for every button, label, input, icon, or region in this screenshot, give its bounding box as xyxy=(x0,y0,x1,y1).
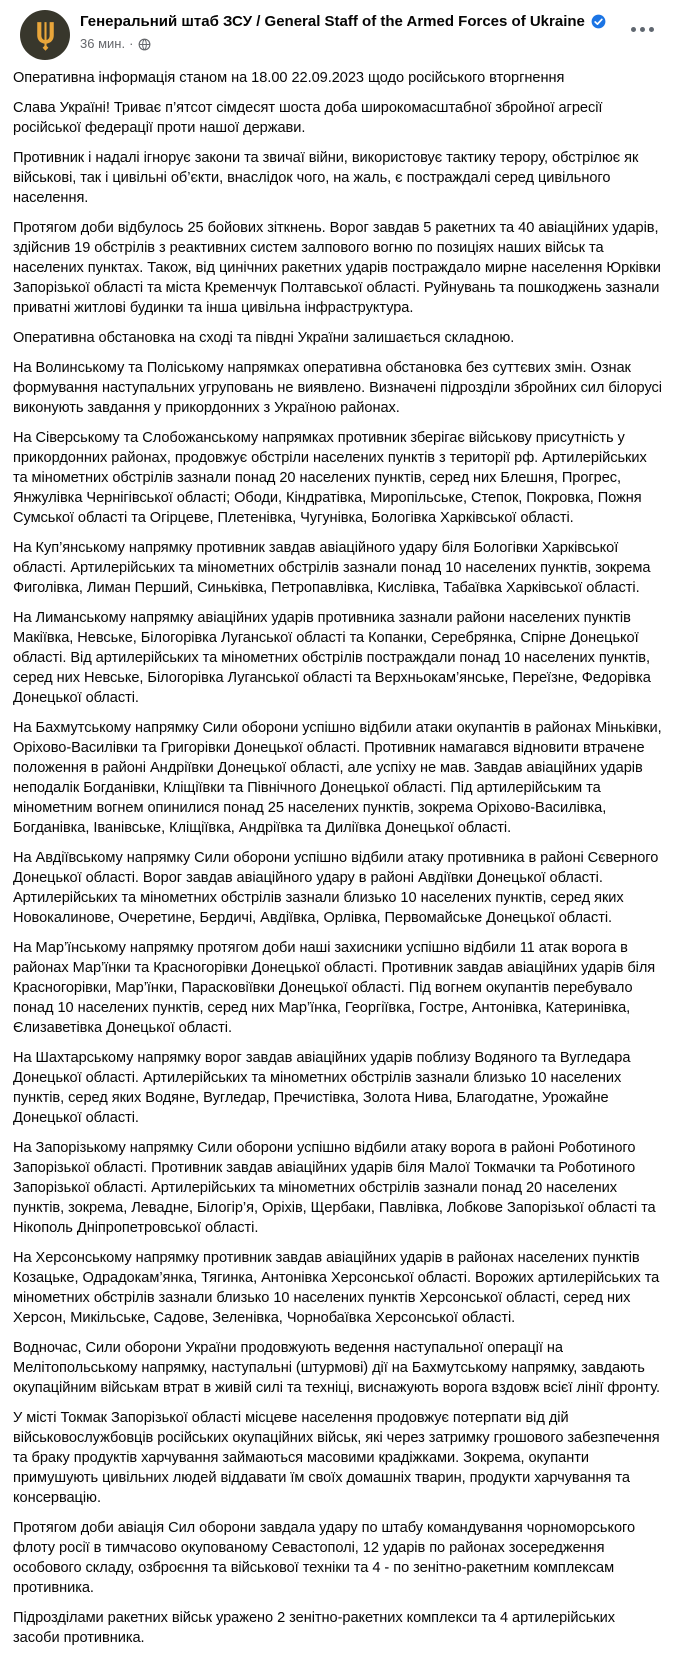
post-paragraph: На Сіверському та Слобожанському напрямках противник зберігає військову присутність у прикордонних районах, продовжує обстріли населених пунктів з території рф. Артилерійських та мінометних обстрілів зазнали понад 20 населених пунктів, серед них Блешня, Прогрес, Янжулівка Чернігівської області; Ободи, Кіндратівка, Миропільське, Степок, Покровка, Пожня Сумської області та Огірцеве, Плетенівка, Чугунівка, Бологівка Харківської області. xyxy=(13,430,647,526)
avatar[interactable] xyxy=(20,10,70,60)
ellipsis-dot xyxy=(649,27,654,32)
post-paragraph: Протягом доби авіація Сил оборони завдала удару по штабу командування чорноморського флоту росії в тимчасово окупованому Севастополі, 12 ударів по районах зосередження особового складу, озброєння та військової техніки та 4 - по зенітно-ракетним комплексам противника. xyxy=(13,1520,636,1596)
post-paragraph: Оперативна обстановка на сході та півдні України залишається складною. xyxy=(13,330,515,346)
post-paragraph: На Херсонському напрямку противник завдав авіаційних ударів в районах населених пунктів Козацьке, Одрадокам’янка, Тягинка, Антонівка Херсонської області. Ворожих артилерійських та мінометних обстрілів зазнали близько 10 населених пунктів Херсонської області, серед них Херсон, Микільське, Садове, Зеленівка, Чорнобаївка Херсонської області. xyxy=(13,1250,660,1326)
post-paragraph: На Запорізькому напрямку Сили оборони успішно відбили атаку ворога в районі Роботиного Запорізької області. Противник завдав авіаційних ударів біля Малої Токмачки та Роботиного Запорізької області. Артилерійських та мінометних обстрілів зазнали понад 20 населених пунктів, зокрема, Левадне, Білогір’я, Оріхів, Щербаки, Павлівка, Лобкове Запорізької області та Нікополь Дніпропетровської області. xyxy=(13,1140,656,1236)
post-body xyxy=(0,62,676,1656)
post-paragraph: На Авдіївському напрямку Сили оборони успішно відбили атаку противника в районі Сєверного Донецької області. Ворог завдав авіаційного удару в районі Авдіївки Донецької області. Артилерійських та мінометних обстрілів зазнали близько 10 населених пунктів, серед яких Новокалинове, Очеретине, Бердичі, Авдіївка, Орлівка, Первомайське Донецької області. xyxy=(13,850,659,926)
post-paragraph: Підрозділами ракетних військ уражено 2 зенітно-ракетних комплекси та 4 артилерійських засоби противника. xyxy=(13,1610,615,1646)
meta-separator: · xyxy=(129,36,134,51)
post-paragraph: Слава Україні! Триває п’ятсот сімдесят шоста доба широкомасштабної збройної агресії російської федерації проти нашої держави. xyxy=(13,100,603,136)
trident-logo-icon xyxy=(32,20,59,51)
post-paragraph: Противник і надалі ігнорує закони та звичаї війни, використовує тактику терору, обстрілює як військові, так і цивільні об’єкти, внаслідок чого, на жаль, є постраждалі серед цивільного населення. xyxy=(13,150,639,206)
globe-privacy-icon xyxy=(138,38,151,51)
post-paragraph: На Шахтарському напрямку ворог завдав авіаційних ударів поблизу Водяного та Вугледара Донецької області. Артилерійських та мінометних обстрілів зазнали близько 10 населених пунктів, серед яких Водяне, Вугледар, Пречистівка, Золота Нива, Благодатне, Урожайне Донецької області. xyxy=(13,1050,631,1126)
post-paragraph: На Мар’їнському напрямку протягом доби наші захисники успішно відбили 11 атак ворога в районах Мар’їнки та Красногорівки Донецької області. Противник завдав авіаційних ударів біля Красногорівки, Мар’їнки, Парасковіївки Донецької області. Під вогнем окупантів перебувало понад 10 населених пунктів, серед них Мар’їнка, Георгіївка, Гостре, Антонівка, Катеринівка, Єлизаветівка Донецької області. xyxy=(13,940,656,1036)
post-paragraph: Водночас, Сили оборони України продовжують ведення наступальної операції на Мелітопольському напрямку, наступальні (штурмові) дії на Бахмутському напрямку, завдають окупаційним військам втрат в живій силі та техніці, виснажують ворога вздовж всієї лінії фронту. xyxy=(13,1340,661,1396)
timestamp-link[interactable]: 36 мин. xyxy=(80,36,126,51)
post-paragraph: На Бахмутському напрямку Сили оборони успішно відбили атаки окупантів в районах Міньківки, Оріхово-Василівки та Григорівки Донецької області. Противник намагався відновити втрачене положення в районі Андріївки Донецької області, але успіху не мав. Завдав авіаційних ударів неподалік Богданівки, Кліщіївки та Північного Донецької області. Під артилерійським та мінометним вогнем опинилися понад 25 населених пунктів, зокрема Оріхово-Василівка, Богданівка, Іванівське, Кліщіївка, Андріївка та Диліївка Донецької області. xyxy=(13,720,662,836)
post-paragraph: На Лиманському напрямку авіаційних ударів противника зазнали райони населених пунктів Макіївка, Невське, Білогорівка Луганської області та Копанки, Серебрянка, Спірне Донецької області. Від артилерійських та мінометних обстрілів постраждали понад 10 населених пунктів, серед них Невське, Білогорівка Луганської області та Верхньокам’янське, Переїзне, Федорівка Донецької області. xyxy=(13,610,651,706)
post-paragraph: Оперативна інформація станом на 18.00 22.09.2023 щодо російського вторгнення xyxy=(13,70,565,86)
ellipsis-dot xyxy=(631,27,636,32)
verified-badge-icon xyxy=(591,14,606,29)
post-paragraph: На Волинському та Поліському напрямках оперативна обстановка без суттєвих змін. Ознак формування наступальних угруповань не виявлено. Визначені підрозділи збройних сил білорусі виконують завдання у прикордонних з Україною районах. xyxy=(13,360,662,416)
post-header xyxy=(0,0,676,62)
post-paragraph: Протягом доби відбулось 25 бойових зіткнень. Ворог завдав 5 ракетних та 40 авіаційних ударів, здійснив 19 обстрілів з реактивних систем залпового вогню по позиціях наших військ та населених пунктах. Також, від цинічних ракетних ударів постраждало мирне населення Юрківки Запорізької області та міста Кременчук Полтавської області. Руйнувань та пошкоджень зазнали приватні житлові будинки та інша цивільна інфраструктура. xyxy=(13,220,661,316)
page-name-link[interactable]: Генеральний штаб ЗСУ / General Staff of the Armed Forces of Ukraine xyxy=(80,13,585,30)
post-paragraph: У місті Токмак Запорізької області місцеве населення продовжує потерпати від дій військовослужбовців російських окупаційних військ, які через затримку грошового забезпечення та браку продуктів харчування займаються масовими крадіжками. Зокрема, окупанти примушують цивільних людей віддавати їм своїх домашніх тварин, продукти харчування та консервацію. xyxy=(13,1410,660,1506)
ellipsis-dot xyxy=(640,27,645,32)
post-options-button[interactable] xyxy=(625,19,660,40)
header-text xyxy=(80,10,606,52)
post-paragraph: На Куп’янському напрямку противник завдав авіаційного удару біля Бологівки Харківської області. Артилерійських та мінометних обстрілів зазнали понад 10 населених пунктів, зокрема Фиголівка, Лиман Перший, Синьківка, Петропавлівка, Кислівка, Табаївка Харківської області. xyxy=(13,540,651,596)
post-meta xyxy=(80,36,606,52)
